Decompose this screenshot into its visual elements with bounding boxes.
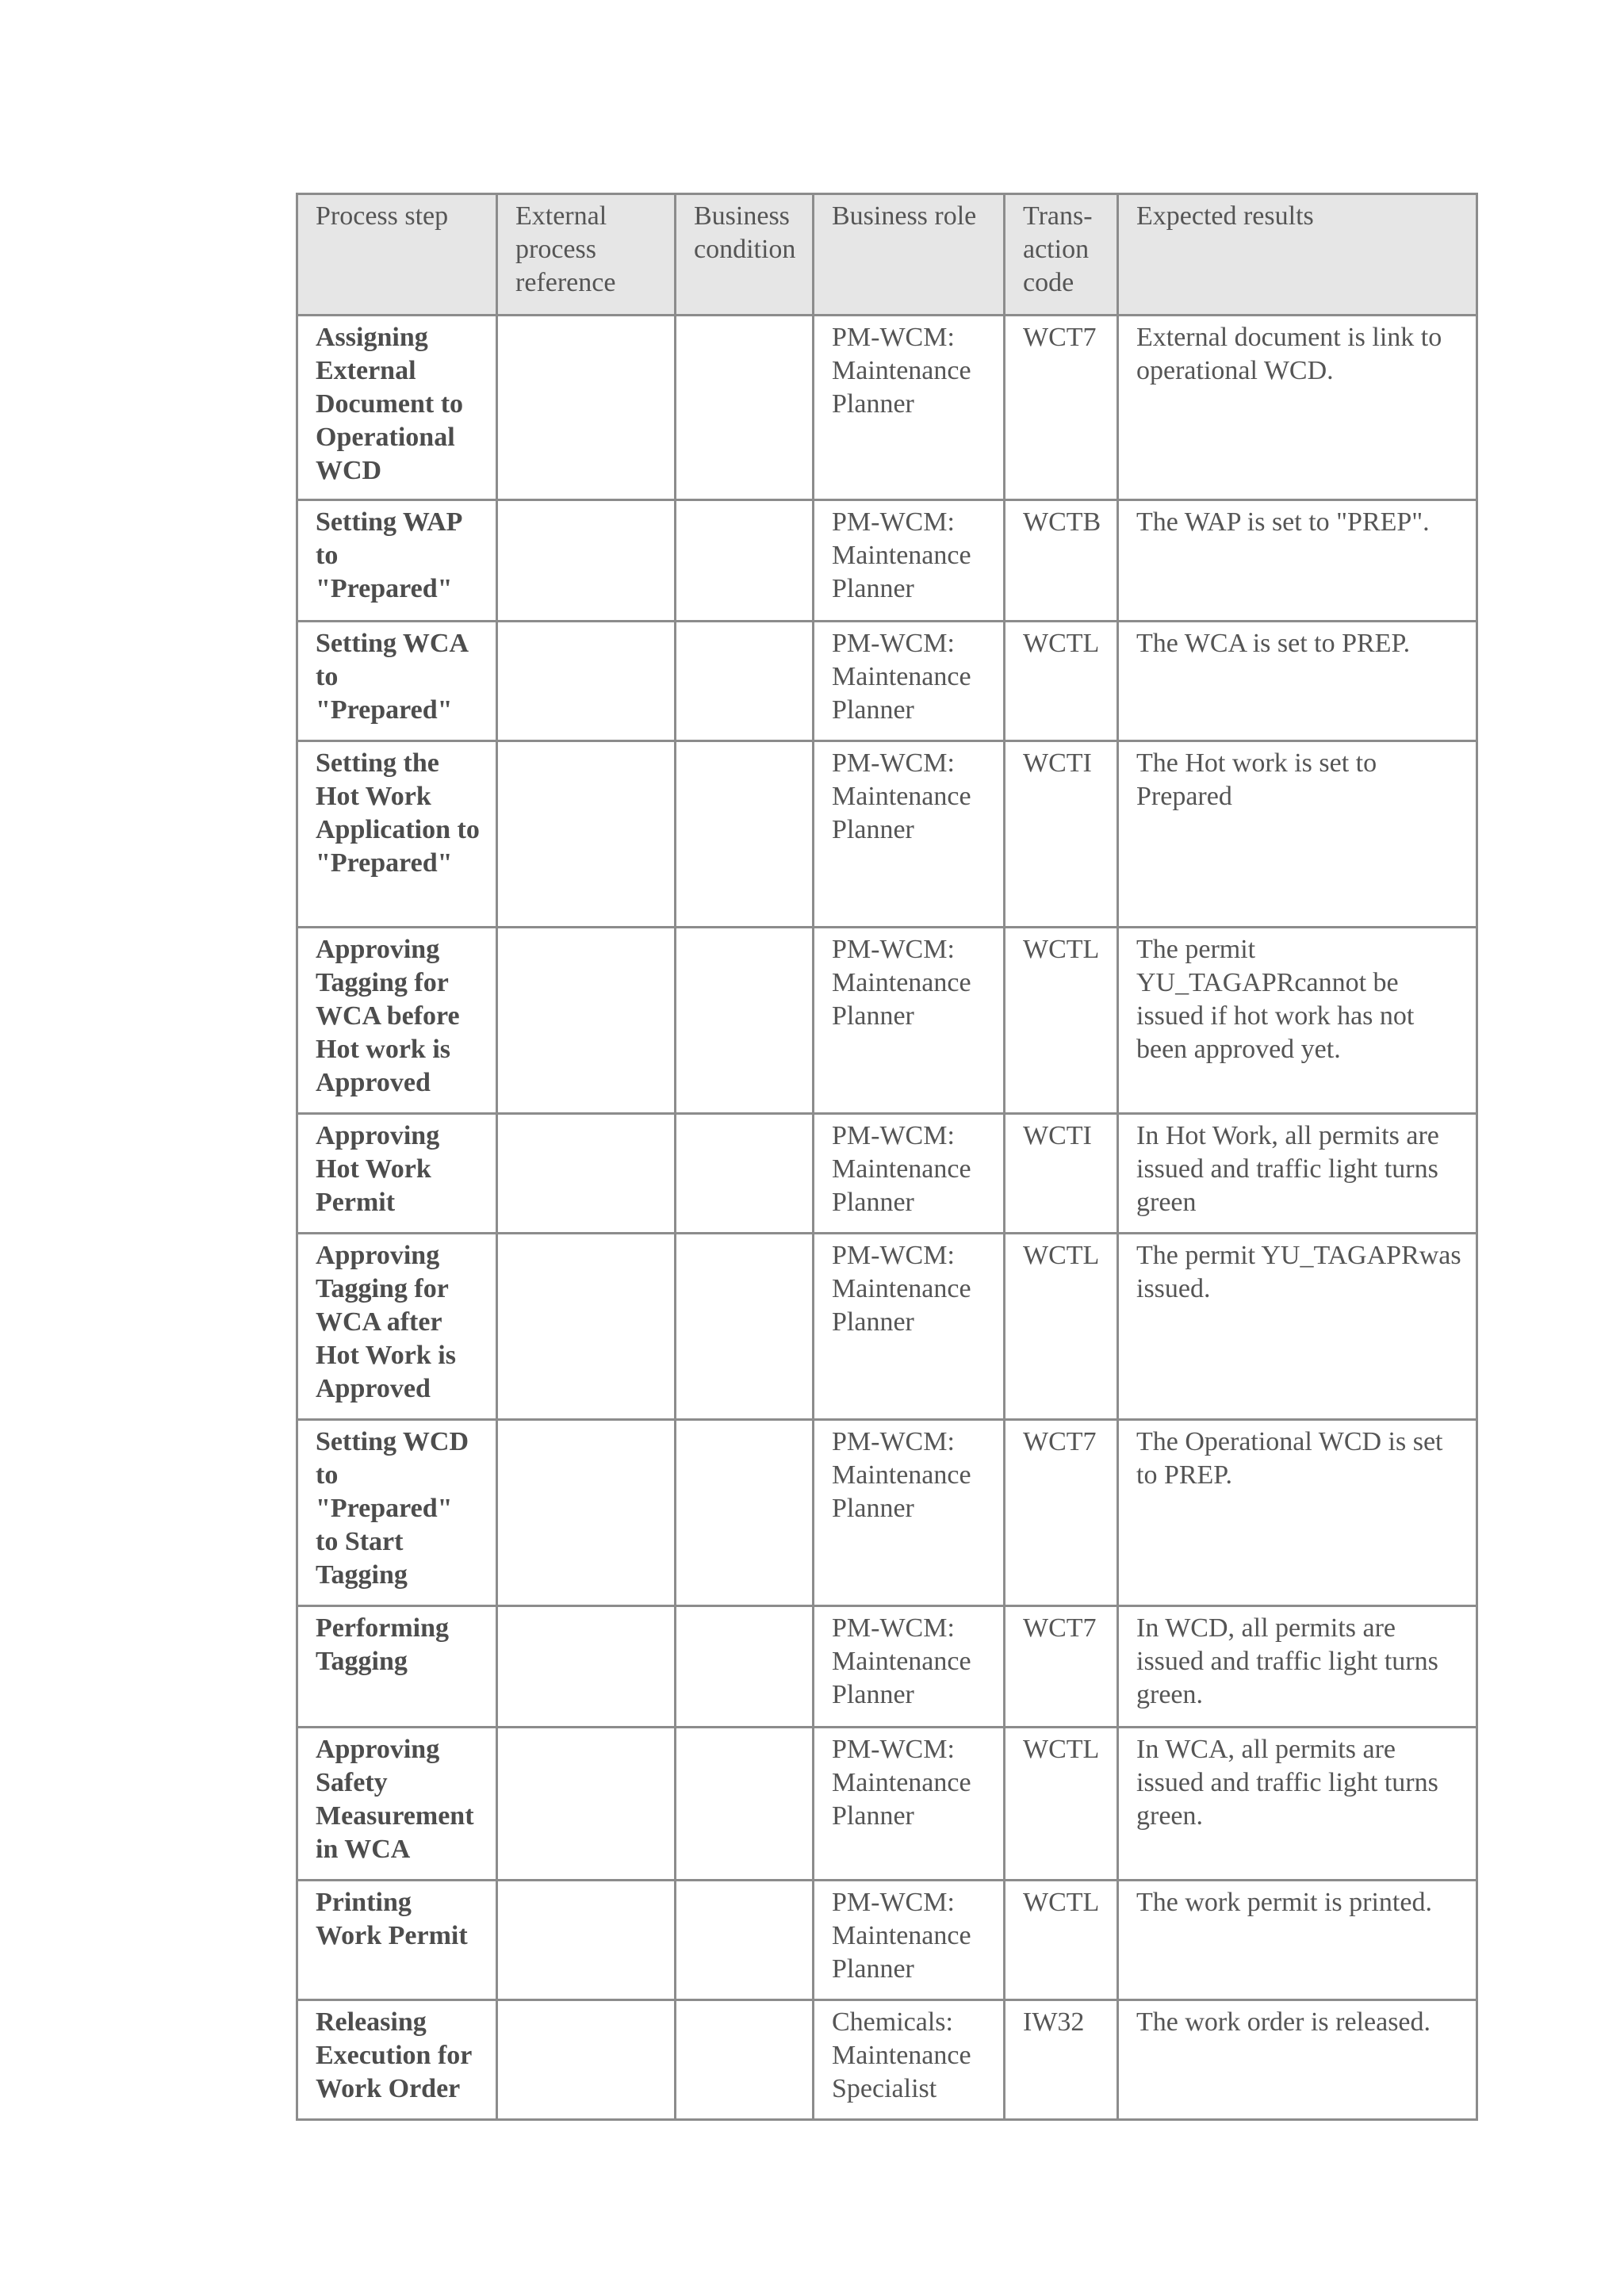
business-role-cell: PM-WCM: Maintenance Planner [814, 1606, 1005, 1728]
business-condition-cell [676, 500, 814, 622]
transaction-code-cell: WCTL [1005, 1234, 1118, 1420]
header-business-condition: Business condition [676, 194, 814, 316]
expected-results-cell: The Hot work is set to Prepared [1118, 741, 1477, 928]
transaction-code-cell: WCTL [1005, 1728, 1118, 1881]
header-business-role: Business role [814, 194, 1005, 316]
header-expected-results: Expected results [1118, 194, 1477, 316]
business-role-cell: PM-WCM: Maintenance Planner [814, 1881, 1005, 2000]
external-reference-cell [497, 741, 676, 928]
external-reference-cell [497, 1420, 676, 1606]
expected-results-cell: In WCD, all permits are issued and traffic light turns green. [1118, 1606, 1477, 1728]
business-condition-cell [676, 928, 814, 1114]
process-step-cell: Printing Work Permit [297, 1881, 497, 2000]
table-row [297, 1728, 1477, 1881]
header-process-step: Process step [297, 194, 497, 316]
external-reference-cell [497, 1114, 676, 1234]
external-reference-cell [497, 928, 676, 1114]
expected-results-cell: The WAP is set to "PREP". [1118, 500, 1477, 622]
business-condition-cell [676, 1881, 814, 2000]
expected-results-cell: The Operational WCD is set to PREP. [1118, 1420, 1477, 1606]
expected-results-cell: The permit YU_TAGAPRcannot be issued if hot work has not been approved yet. [1118, 928, 1477, 1114]
table-row [297, 1881, 1477, 2000]
process-step-cell: Setting the Hot Work Application to "Prepared" [297, 741, 497, 928]
transaction-code-cell: WCT7 [1005, 1420, 1118, 1606]
table-row [297, 500, 1477, 622]
business-role-cell: PM-WCM: Maintenance Planner [814, 500, 1005, 622]
business-role-cell: PM-WCM: Maintenance Planner [814, 1420, 1005, 1606]
process-step-cell: Approving Safety Measurement in WCA [297, 1728, 497, 1881]
table-row [297, 1606, 1477, 1728]
external-reference-cell [497, 622, 676, 741]
process-step-cell: Setting WAP to "Prepared" [297, 500, 497, 622]
business-condition-cell [676, 2000, 814, 2120]
transaction-code-cell: WCT7 [1005, 1606, 1118, 1728]
table-row [297, 2000, 1477, 2120]
transaction-code-cell: WCTL [1005, 622, 1118, 741]
header-transaction-code: Trans- action code [1005, 194, 1118, 316]
business-role-cell: PM-WCM: Maintenance Planner [814, 316, 1005, 500]
expected-results-cell: The WCA is set to PREP. [1118, 622, 1477, 741]
business-condition-cell [676, 622, 814, 741]
table-row [297, 622, 1477, 741]
business-condition-cell [676, 1728, 814, 1881]
process-step-cell: Approving Hot Work Permit [297, 1114, 497, 1234]
transaction-code-cell: WCTL [1005, 928, 1118, 1114]
business-role-cell: PM-WCM: Maintenance Planner [814, 1234, 1005, 1420]
business-condition-cell [676, 1606, 814, 1728]
business-role-cell: Chemicals: Maintenance Specialist [814, 2000, 1005, 2120]
transaction-code-cell: WCTB [1005, 500, 1118, 622]
business-condition-cell [676, 1234, 814, 1420]
transaction-code-cell: WCTI [1005, 1114, 1118, 1234]
business-role-cell: PM-WCM: Maintenance Planner [814, 622, 1005, 741]
transaction-code-cell: WCT7 [1005, 316, 1118, 500]
table-row [297, 928, 1477, 1114]
external-reference-cell [497, 1234, 676, 1420]
external-reference-cell [497, 316, 676, 500]
table-row [297, 316, 1477, 500]
process-steps-table [296, 193, 1478, 2121]
process-step-cell: Releasing Execution for Work Order [297, 2000, 497, 2120]
business-role-cell: PM-WCM: Maintenance Planner [814, 741, 1005, 928]
transaction-code-cell: WCTI [1005, 741, 1118, 928]
table-row [297, 1420, 1477, 1606]
business-condition-cell [676, 1420, 814, 1606]
external-reference-cell [497, 2000, 676, 2120]
transaction-code-cell: WCTL [1005, 1881, 1118, 2000]
business-role-cell: PM-WCM: Maintenance Planner [814, 1728, 1005, 1881]
external-reference-cell [497, 1728, 676, 1881]
table-row [297, 1234, 1477, 1420]
business-role-cell: PM-WCM: Maintenance Planner [814, 928, 1005, 1114]
external-reference-cell [497, 500, 676, 622]
table-row [297, 1114, 1477, 1234]
process-step-cell: Approving Tagging for WCA before Hot work is Approved [297, 928, 497, 1114]
external-reference-cell [497, 1606, 676, 1728]
process-step-cell: Setting WCD to "Prepared" to Start Tagging [297, 1420, 497, 1606]
process-step-cell: Setting WCA to "Prepared" [297, 622, 497, 741]
header-external-reference: External process reference [497, 194, 676, 316]
expected-results-cell: External document is link to operational WCD. [1118, 316, 1477, 500]
business-role-cell: PM-WCM: Maintenance Planner [814, 1114, 1005, 1234]
process-step-cell: Performing Tagging [297, 1606, 497, 1728]
process-step-cell: Approving Tagging for WCA after Hot Work is Approved [297, 1234, 497, 1420]
expected-results-cell: The permit YU_TAGAPRwas issued. [1118, 1234, 1477, 1420]
table-row [297, 741, 1477, 928]
external-reference-cell [497, 1881, 676, 2000]
business-condition-cell [676, 741, 814, 928]
transaction-code-cell: IW32 [1005, 2000, 1118, 2120]
expected-results-cell: The work order is released. [1118, 2000, 1477, 2120]
expected-results-cell: In Hot Work, all permits are issued and traffic light turns green [1118, 1114, 1477, 1234]
expected-results-cell: In WCA, all permits are issued and traffic light turns green. [1118, 1728, 1477, 1881]
process-step-cell: Assigning External Document to Operational WCD [297, 316, 497, 500]
expected-results-cell: The work permit is printed. [1118, 1881, 1477, 2000]
business-condition-cell [676, 316, 814, 500]
business-condition-cell [676, 1114, 814, 1234]
table-header-row [297, 194, 1477, 316]
